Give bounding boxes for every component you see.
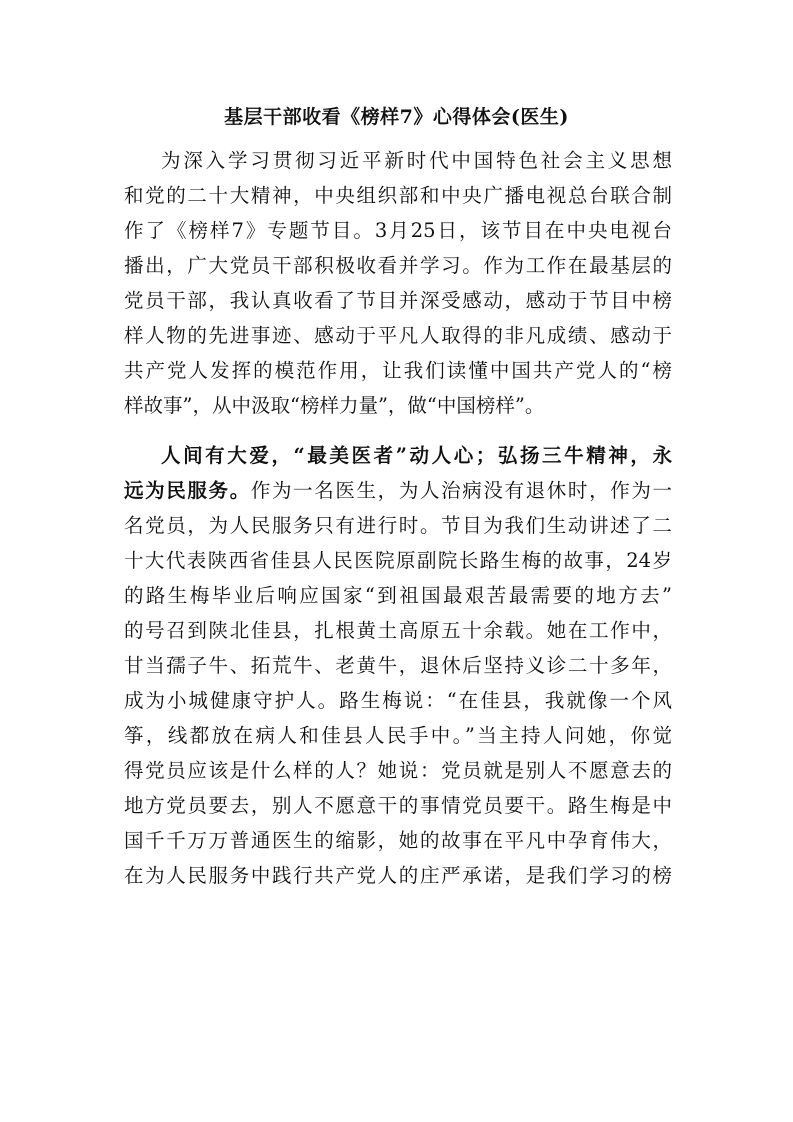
paragraph-2-line-12: 在为人民服务中践行共产党人的庄严承诺，是我们学习的榜 xyxy=(124,864,672,887)
paragraph-1-line-7: 共产党人发挥的模范作用，让我们读懂中国共产党人的“榜 xyxy=(124,359,672,382)
paragraph-2-heading-line-2: 远为民服务。 xyxy=(124,479,251,502)
paragraph-2-line-8: 筝，线都放在病人和佳县人民手中。”当主持人问她，你觉 xyxy=(124,724,672,747)
paragraph-2-line-1-text: 作为一名医生，为人治病没有退休时，作为一 xyxy=(250,479,672,502)
paragraph-1-line-2: 和党的二十大精神，中央组织部和中央广播电视总台联合制 xyxy=(124,184,672,207)
paragraph-2-line-2: 名党员，为人民服务只有进行时。节目为我们生动讲述了二 xyxy=(124,514,672,537)
paragraph-2-line-5: 的号召到陕北佳县，扎根黄土高原五十余载。她在工作中， xyxy=(124,619,672,642)
paragraph-1-line-3: 作了《榜样7》专题节目。3月25日，该节目在中央电视台 xyxy=(124,219,672,242)
paragraph-2-line-10: 地方党员要去，别人不愿意干的事情党员要干。路生梅是中 xyxy=(124,794,672,817)
paragraph-2-line-7: 成为小城健康守护人。路生梅说：“在佳县，我就像一个风 xyxy=(124,689,672,712)
paragraph-2-heading-line-1: 人间有大爱，“最美医者”动人心；弘扬三牛精神，永 xyxy=(161,444,672,467)
paragraph-2-line-3: 十大代表陕西省佳县人民医院原副院长路生梅的故事，24岁 xyxy=(124,549,672,572)
paragraph-1-line-6: 样人物的先进事迹、感动于平凡人取得的非凡成绩、感动于 xyxy=(124,324,672,347)
paragraph-2-line-4: 的路生梅毕业后响应国家“到祖国最艰苦最需要的地方去” xyxy=(124,584,672,607)
paragraph-1-line-4: 播出，广大党员干部积极收看并学习。作为工作在最基层的 xyxy=(124,254,672,277)
document-title: 基层干部收看《榜样7》心得体会(医生) xyxy=(224,106,569,128)
paragraph-1-line-1: 为深入学习贯彻习近平新时代中国特色社会主义思想 xyxy=(161,149,672,172)
paragraph-2-line-11: 国千千万万普通医生的缩影，她的故事在平凡中孕育伟大， xyxy=(124,829,672,852)
paragraph-2-line-9: 得党员应该是什么样的人？她说：党员就是别人不愿意去的 xyxy=(124,759,672,782)
paragraph-2-line-1 xyxy=(124,478,672,504)
paragraph-1-line-8: 样故事”，从中汲取“榜样力量”，做“中国榜样”。 xyxy=(124,394,545,417)
paragraph-1-line-5: 党员干部，我认真收看了节目并深受感动，感动于节目中榜 xyxy=(124,289,672,312)
paragraph-2-line-6: 甘当孺子牛、拓荒牛、老黄牛，退休后坚持义诊二十多年， xyxy=(124,654,672,677)
